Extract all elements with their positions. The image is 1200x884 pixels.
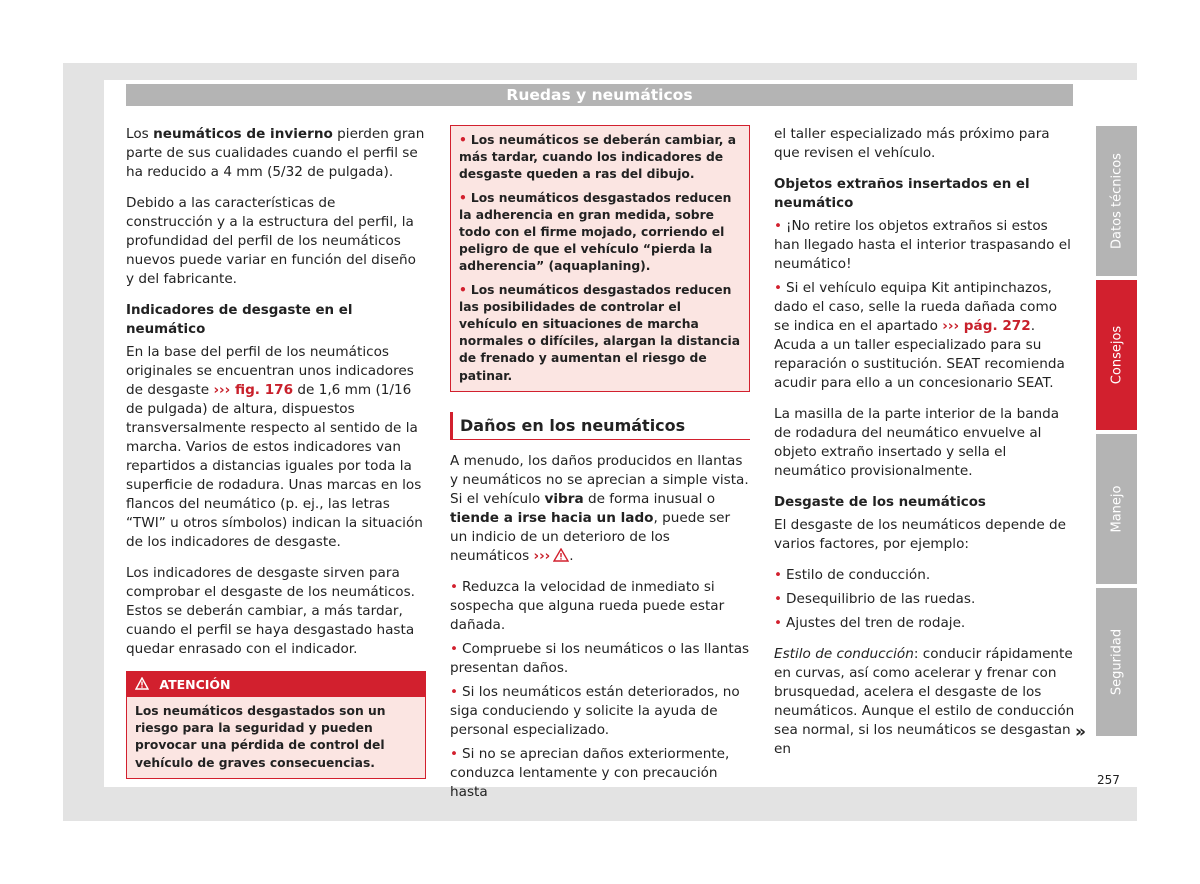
- page-number: 257: [1097, 773, 1120, 787]
- bullet-icon: •: [450, 683, 459, 700]
- warning-text: Los neumáticos se deberán cambiar, a más tardar, cuando los indicadores de desgaste queden a ras del dibujo.: [459, 133, 736, 182]
- bullet-icon: •: [459, 133, 467, 147]
- attention-header: [127, 672, 425, 697]
- list-item-text: Desequilibrio de las ruedas.: [786, 591, 976, 607]
- page-link[interactable]: ››› pág. 272: [942, 318, 1031, 334]
- continue-arrow-icon: »: [1075, 722, 1086, 742]
- list-item-text: Si los neumáticos están deteriorados, no siga conduciendo y solicite la ayuda de personal especializado.: [450, 683, 740, 738]
- bullet-icon: •: [774, 615, 783, 631]
- paragraph-wear-factors: El desgaste de los neumáticos depende de varios factores, por ejemplo:: [774, 517, 1067, 552]
- paragraph-continuation: el taller especializado más próximo para que revisen el vehículo.: [774, 126, 1050, 161]
- list-item-text: Si el vehículo equipa Kit antipinchazos, dado el caso, selle la rueda dañada como se indica en el apartado: [774, 280, 1058, 334]
- bullet-icon: •: [459, 282, 467, 297]
- warning-icon: [135, 677, 159, 692]
- figure-link[interactable]: ››› fig. 176: [213, 382, 294, 398]
- list-item-text: Estilo de conducción.: [786, 567, 931, 583]
- column-2: [450, 125, 750, 807]
- warning-link[interactable]: ›››: [533, 547, 551, 564]
- list-item: [450, 683, 750, 740]
- page-header: Ruedas y neumáticos: [126, 84, 1073, 106]
- paragraph-winter-tires: [126, 125, 426, 182]
- tab-label: Seguridad: [1109, 628, 1124, 696]
- list-item-text: . Acuda a un taller especializado para su reparación o sustitución. SEAT recomienda acudir para ello a un concesionario SEAT.: [774, 318, 1065, 391]
- warning-triangle-icon[interactable]: [550, 548, 569, 564]
- list-item: [774, 279, 1076, 393]
- heading-tire-wear: Desgaste de los neumáticos: [774, 495, 986, 510]
- column-3: [774, 125, 1076, 771]
- attention-box: [126, 671, 426, 779]
- list-item: [450, 640, 750, 678]
- text-span: .: [569, 547, 574, 564]
- list-item-text: Si no se aprecian daños exteriormente, conduzca lentamente y con precaución hasta: [450, 745, 730, 800]
- list-item: [774, 217, 1076, 274]
- bold-term: neumáticos de invierno: [153, 126, 333, 142]
- list-item-text: ¡No retire los objetos extraños si estos han llegado hasta el interior traspasando el neumático!: [774, 218, 1071, 272]
- bullet-icon: •: [450, 578, 459, 595]
- tab-manejo[interactable]: [1096, 434, 1137, 584]
- list-item-text: Compruebe si los neumáticos o las llantas presentan daños.: [450, 640, 750, 676]
- warning-text: Los neumáticos desgastados reducen las posibilidades de controlar el vehículo en situaciones de marcha normales o difíciles, alargan la distancia de frenado y aumentan el riesgo de patinar.: [459, 282, 741, 383]
- warning-item: [459, 190, 741, 276]
- paragraph-sealant: La masilla de la parte interior de la banda de rodadura del neumático envuelve al objeto extraño insertado y sella el neumático provisionalmente.: [774, 406, 1060, 479]
- attention-title: ATENCIÓN: [159, 677, 231, 692]
- tab-label: Datos técnicos: [1109, 153, 1124, 249]
- warning-item: [459, 282, 741, 385]
- text-span: A menudo, los daños producidos en llantas y neumáticos no se aprecian a simple vista. Si el vehículo: [450, 452, 749, 507]
- section-title: Daños en los neumáticos: [450, 412, 750, 440]
- list-item: [450, 745, 750, 802]
- bullet-icon: •: [774, 591, 783, 607]
- warning-continuation-box: [450, 125, 750, 392]
- list-item-text: Reduzca la velocidad de inmediato si sospecha que alguna rueda puede estar dañada.: [450, 578, 725, 633]
- paragraph-indicator-purpose: Los indicadores de desgaste sirven para comprobar el desgaste de los neumáticos. Estos se deberán cambiar, a más tardar, cuando el perfil se haya desgastado hasta quedar enrasado con el indicador.: [126, 565, 416, 657]
- bullet-icon: •: [459, 190, 467, 205]
- text-span: : conducir rápidamente en curvas, así como acelerar y frenar con brusquedad, acelera el desgaste de los neumáticos. Aunque el estilo de conducción sea normal, si los neumáticos se desgastan en: [774, 646, 1075, 757]
- text-span: pierden gran parte de sus cualidades cuando el perfil se ha reducido a 4 mm (5/32 de pulgada).: [126, 126, 425, 180]
- attention-text: Los neumáticos desgastados son un riesgo para la seguridad y pueden provocar una pérdida de control del vehículo de graves consecuencias.: [127, 697, 425, 778]
- tab-datos-tecnicos[interactable]: [1096, 126, 1137, 276]
- text-span: Los: [126, 126, 154, 142]
- warning-item: [459, 132, 741, 184]
- list-item: [774, 614, 1076, 633]
- bold-term: vibra: [544, 490, 584, 507]
- heading-foreign-objects: Objetos extraños insertados en el neumático: [774, 177, 1030, 211]
- list-item: [774, 566, 1076, 585]
- paragraph-profile-depth: Debido a las características de construcción y a la estructura del perfil, la profundidad del perfil de los neumáticos nuevos puede variar en función del diseño y del fabricante.: [126, 195, 416, 287]
- text-span: , puede ser un indicio de un deterioro de los neumáticos: [450, 509, 731, 564]
- bullet-icon: •: [774, 218, 783, 234]
- list-item: [774, 590, 1076, 609]
- tab-consejos[interactable]: [1096, 280, 1137, 430]
- tab-label: Manejo: [1109, 485, 1124, 533]
- paragraph-driving-style: [774, 645, 1076, 759]
- italic-term: Estilo de conducción: [774, 646, 914, 662]
- column-1: [126, 125, 426, 779]
- warning-text: Los neumáticos desgastados reducen la adherencia en gran medida, sobre todo con el firme mojado, corriendo el peligro de que el vehículo “pierda la adherencia” (aquaplaning).: [459, 190, 732, 274]
- bullet-icon: •: [450, 640, 459, 657]
- list-item: [450, 578, 750, 635]
- list-item-text: Ajustes del tren de rodaje.: [786, 615, 966, 631]
- text-span: de forma inusual o: [583, 490, 716, 507]
- text-span: En la base del perfil de los neumáticos originales se encuentran unos indicadores de desgaste: [126, 344, 414, 398]
- bullet-icon: •: [774, 280, 783, 296]
- bullet-icon: •: [450, 745, 459, 762]
- paragraph-wear-indicators: [126, 343, 426, 552]
- bold-term: tiende a irse hacia un lado: [450, 509, 654, 526]
- heading-wear-indicators: Indicadores de desgaste en el neumático: [126, 303, 353, 337]
- paragraph-damage: [450, 452, 750, 566]
- text-span: de 1,6 mm (1/16 de pulgada) de altura, dispuestos transversalmente respecto al sentido de la marcha. Varios de estos indicadores van repartidos a distancias iguales por toda la superficie de rodadura. Unas marcas en los flancos del neumático (p. ej., las letras “TWI” u otros símbolos) indican la situación de los indicadores de desgaste.: [126, 382, 423, 550]
- tab-label: Consejos: [1109, 325, 1124, 385]
- bullet-icon: •: [774, 567, 783, 583]
- tab-seguridad[interactable]: [1096, 588, 1137, 736]
